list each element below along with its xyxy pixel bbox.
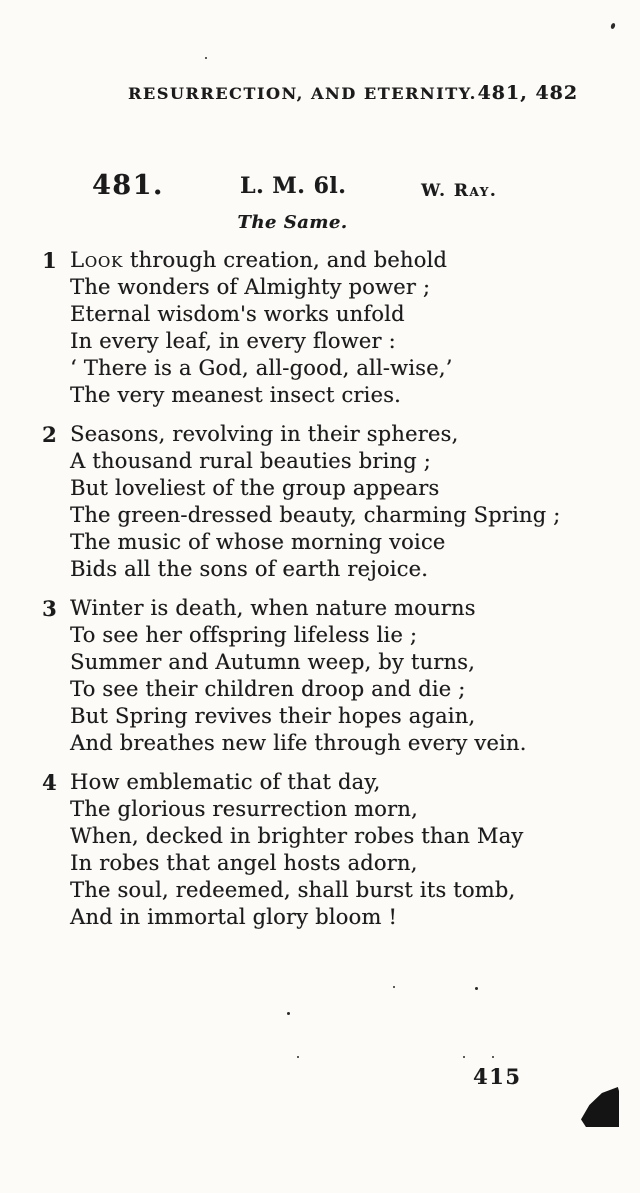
verse-line: In robes that angel hosts adorn,: [70, 851, 418, 875]
ink-speck: [475, 987, 478, 990]
verse-line: But loveliest of the group appears: [70, 476, 440, 500]
verse-line: Look through creation, and behold: [70, 248, 448, 272]
verse-line: When, decked in brighter robes than May: [70, 824, 524, 848]
running-header: [128, 82, 578, 104]
stanza-number: 1: [42, 248, 57, 273]
stanza-lines: [70, 595, 527, 757]
scan-artifact-corner-wedge: [581, 1087, 619, 1127]
hymn-subtitle: The Same.: [237, 212, 348, 233]
verse-line: A thousand rural beauties bring ;: [70, 449, 431, 473]
verse-line: And breathes new life through every vein.: [70, 731, 527, 755]
header-hymn-numbers: 481, 482: [477, 82, 578, 104]
stanza: [42, 247, 560, 409]
hymn-stanzas: [42, 247, 560, 943]
hymn-author: W. Ray.: [421, 181, 498, 201]
stanza-lines: [70, 769, 523, 931]
ink-speck: [205, 57, 207, 59]
verse-line: ‘ There is a God, all-good, all-wise,’: [70, 356, 453, 380]
stanza-number: 3: [42, 596, 57, 621]
stanza: [42, 421, 560, 583]
verse-line: The wonders of Almighty power ;: [70, 275, 431, 299]
verse-line: To see her offspring lifeless lie ;: [70, 623, 418, 647]
ink-speck: [492, 1056, 494, 1058]
smallcaps-first-word: Look: [70, 248, 123, 272]
header-title: RESURRECTION, AND ETERNITY.: [128, 84, 477, 103]
verse-line: The very meanest insect cries.: [70, 383, 401, 407]
verse-line: The music of whose morning voice: [70, 530, 446, 554]
ink-speck: [463, 1056, 465, 1058]
verse-line: How emblematic of that day,: [70, 770, 381, 794]
stanza-lines: [70, 421, 560, 583]
verse-line: To see their children droop and die ;: [70, 677, 466, 701]
verse-line: Summer and Autumn weep, by turns,: [70, 650, 475, 674]
hymn-meter: L. M. 6l.: [240, 173, 347, 199]
stanza: [42, 769, 560, 931]
ink-speck: [393, 986, 395, 988]
verse-line: Seasons, revolving in their spheres,: [70, 422, 459, 446]
verse-line: Eternal wisdom's works unfold: [70, 302, 405, 326]
verse-line: The glorious resurrection morn,: [70, 797, 418, 821]
page-number: 415: [473, 1064, 522, 1089]
verse-line: But Spring revives their hopes again,: [70, 704, 476, 728]
verse-line: Bids all the sons of earth rejoice.: [70, 557, 429, 581]
verse-line: And in immortal glory bloom !: [70, 905, 397, 929]
ink-speck: [297, 1056, 299, 1058]
hymn-number: 481.: [92, 170, 164, 201]
verse-line: The soul, redeemed, shall burst its tomb,: [70, 878, 516, 902]
stanza-lines: [70, 247, 453, 409]
ink-speck: [287, 1012, 290, 1015]
verse-line: In every leaf, in every flower :: [70, 329, 396, 353]
verse-line: Winter is death, when nature mourns: [70, 596, 476, 620]
stanza: [42, 595, 560, 757]
verse-line: The green-dressed beauty, charming Spring ;: [70, 503, 561, 527]
stanza-number: 2: [42, 422, 57, 447]
ink-speck: [610, 22, 616, 29]
stanza-number: 4: [42, 770, 57, 795]
